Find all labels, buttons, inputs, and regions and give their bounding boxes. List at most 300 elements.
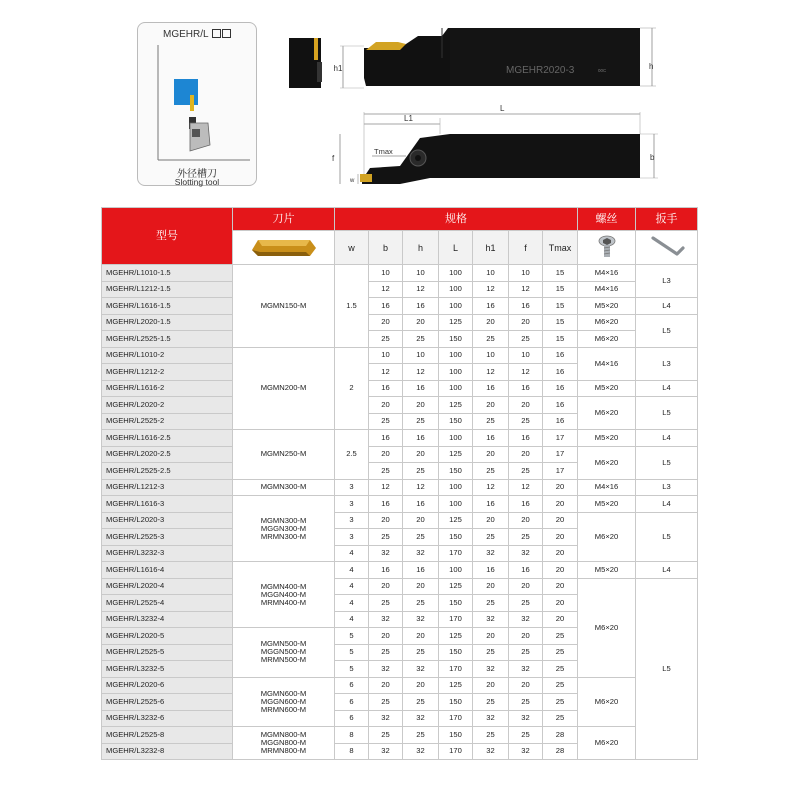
table-row xyxy=(102,562,698,579)
table-row xyxy=(102,281,698,298)
table-row xyxy=(102,496,698,513)
tmax-cell: 20 xyxy=(543,578,578,595)
model-cell: MGEHR/L1616-4 xyxy=(102,562,233,579)
L-cell: 150 xyxy=(439,413,473,430)
dim-Tmax: Tmax xyxy=(374,147,393,156)
tmax-cell: 15 xyxy=(543,265,578,282)
blade-cell: MGMN300-M MGGN300-M MRMN300-M xyxy=(233,496,335,562)
screw-cell: M4×16 xyxy=(578,479,636,496)
h-cell: 20 xyxy=(403,314,439,331)
blade-cell: MGMN500-M MGGN500-M MRMN500-M xyxy=(233,628,335,678)
w-cell: 3 xyxy=(335,512,369,529)
h1-cell: 25 xyxy=(473,727,509,744)
b-cell: 10 xyxy=(369,265,403,282)
b-cell: 25 xyxy=(369,413,403,430)
model-cell: MGEHR/L3232-4 xyxy=(102,611,233,628)
f-cell: 25 xyxy=(509,644,543,661)
top-view xyxy=(332,104,658,184)
h1-cell: 16 xyxy=(473,298,509,315)
b-cell: 16 xyxy=(369,496,403,513)
table-row xyxy=(102,331,698,348)
f-cell: 32 xyxy=(509,661,543,678)
col-w: w xyxy=(335,231,369,265)
model-cell: MGEHR/L1616-1.5 xyxy=(102,298,233,315)
model-cell: MGEHR/L2525-4 xyxy=(102,595,233,612)
model-cell: MGEHR/L2525-5 xyxy=(102,644,233,661)
h-cell: 12 xyxy=(403,479,439,496)
blade-insert-icon xyxy=(233,231,335,265)
screw-cell: M6×20 xyxy=(578,578,636,677)
L-cell: 125 xyxy=(439,446,473,463)
b-cell: 25 xyxy=(369,694,403,711)
L-cell: 150 xyxy=(439,331,473,348)
L-cell: 150 xyxy=(439,529,473,546)
L-cell: 100 xyxy=(439,347,473,364)
w-cell: 3 xyxy=(335,479,369,496)
tmax-cell: 15 xyxy=(543,331,578,348)
header-model: 型号 xyxy=(102,208,233,265)
wrench-cell: L5 xyxy=(636,314,698,347)
table-row xyxy=(102,397,698,414)
h1-cell: 12 xyxy=(473,364,509,381)
h-cell: 16 xyxy=(403,380,439,397)
L-cell: 100 xyxy=(439,479,473,496)
h1-cell: 20 xyxy=(473,677,509,694)
h1-cell: 20 xyxy=(473,314,509,331)
wrench-cell: L3 xyxy=(636,265,698,298)
card-title: MGEHR/L xyxy=(138,29,256,40)
f-cell: 20 xyxy=(509,512,543,529)
tmax-cell: 28 xyxy=(543,727,578,744)
h1-cell: 16 xyxy=(473,430,509,447)
tmax-cell: 25 xyxy=(543,661,578,678)
tmax-cell: 17 xyxy=(543,463,578,480)
col-h1: h1 xyxy=(473,231,509,265)
screw-cell: M6×20 xyxy=(578,727,636,760)
blade-cell: MGMN400-M MGGN400-M MRMN400-M xyxy=(233,562,335,628)
h-cell: 10 xyxy=(403,347,439,364)
h-cell: 25 xyxy=(403,413,439,430)
L-cell: 100 xyxy=(439,380,473,397)
h1-cell: 20 xyxy=(473,512,509,529)
tmax-cell: 20 xyxy=(543,545,578,562)
screw-cell: M5×20 xyxy=(578,380,636,397)
f-cell: 16 xyxy=(509,430,543,447)
h1-cell: 16 xyxy=(473,380,509,397)
table-row xyxy=(102,727,698,744)
f-cell: 32 xyxy=(509,545,543,562)
wrench-cell: L5 xyxy=(636,578,698,760)
L-cell: 125 xyxy=(439,512,473,529)
h-cell: 25 xyxy=(403,595,439,612)
tmax-cell: 17 xyxy=(543,446,578,463)
h1-cell: 32 xyxy=(473,710,509,727)
h1-cell: 32 xyxy=(473,743,509,760)
svg-text:00C: 00C xyxy=(598,68,607,73)
f-cell: 12 xyxy=(509,281,543,298)
f-cell: 16 xyxy=(509,380,543,397)
model-cell: MGEHR/L1010-1.5 xyxy=(102,265,233,282)
b-cell: 20 xyxy=(369,677,403,694)
tmax-cell: 25 xyxy=(543,644,578,661)
wrench-cell: L4 xyxy=(636,430,698,447)
h-cell: 32 xyxy=(403,611,439,628)
L-cell: 100 xyxy=(439,562,473,579)
f-cell: 10 xyxy=(509,265,543,282)
model-cell: MGEHR/L2020-6 xyxy=(102,677,233,694)
tmax-cell: 16 xyxy=(543,347,578,364)
w-cell: 4 xyxy=(335,562,369,579)
screw-cell: M6×20 xyxy=(578,331,636,348)
card-caption-cn: 外径槽刀 xyxy=(177,169,217,180)
slotting-tool-icon xyxy=(138,45,256,163)
h-cell: 32 xyxy=(403,545,439,562)
w-cell: 5 xyxy=(335,628,369,645)
h1-cell: 20 xyxy=(473,446,509,463)
b-cell: 25 xyxy=(369,595,403,612)
tmax-cell: 20 xyxy=(543,595,578,612)
table-row xyxy=(102,677,698,694)
h1-cell: 12 xyxy=(473,281,509,298)
f-cell: 25 xyxy=(509,331,543,348)
f-cell: 12 xyxy=(509,479,543,496)
h-cell: 25 xyxy=(403,694,439,711)
screw-cell: M6×20 xyxy=(578,314,636,331)
w-cell: 4 xyxy=(335,578,369,595)
f-cell: 16 xyxy=(509,496,543,513)
dim-w: w xyxy=(350,178,355,184)
f-cell: 20 xyxy=(509,397,543,414)
model-cell: MGEHR/L2525-8 xyxy=(102,727,233,744)
h1-cell: 25 xyxy=(473,331,509,348)
tmax-cell: 16 xyxy=(543,413,578,430)
h-cell: 16 xyxy=(403,298,439,315)
f-cell: 25 xyxy=(509,694,543,711)
b-cell: 20 xyxy=(369,628,403,645)
tmax-cell: 15 xyxy=(543,314,578,331)
h1-cell: 25 xyxy=(473,595,509,612)
L-cell: 100 xyxy=(439,298,473,315)
h1-cell: 25 xyxy=(473,694,509,711)
screw-cell: M6×20 xyxy=(578,512,636,562)
b-cell: 25 xyxy=(369,331,403,348)
w-cell: 2 xyxy=(335,347,369,430)
dim-L: L xyxy=(500,104,505,113)
w-cell: 6 xyxy=(335,710,369,727)
h-cell: 25 xyxy=(403,331,439,348)
col-Tmax: Tmax xyxy=(543,231,578,265)
L-cell: 100 xyxy=(439,281,473,298)
tmax-cell: 25 xyxy=(543,710,578,727)
b-cell: 12 xyxy=(369,479,403,496)
b-cell: 20 xyxy=(369,314,403,331)
w-cell: 5 xyxy=(335,644,369,661)
f-cell: 20 xyxy=(509,446,543,463)
b-cell: 12 xyxy=(369,364,403,381)
f-cell: 10 xyxy=(509,347,543,364)
screw-cell: M5×20 xyxy=(578,298,636,315)
tmax-cell: 20 xyxy=(543,611,578,628)
model-cell: MGEHR/L2020-1.5 xyxy=(102,314,233,331)
wrench-cell: L5 xyxy=(636,512,698,562)
wrench-cell: L5 xyxy=(636,446,698,479)
f-cell: 16 xyxy=(509,298,543,315)
tmax-cell: 15 xyxy=(543,281,578,298)
f-cell: 20 xyxy=(509,628,543,645)
model-cell: MGEHR/L1212-1.5 xyxy=(102,281,233,298)
tmax-cell: 20 xyxy=(543,512,578,529)
tmax-cell: 16 xyxy=(543,364,578,381)
table-row xyxy=(102,446,698,463)
L-cell: 125 xyxy=(439,628,473,645)
tmax-cell: 17 xyxy=(543,430,578,447)
screw-cell: M5×20 xyxy=(578,562,636,579)
tmax-cell: 20 xyxy=(543,529,578,546)
L-cell: 170 xyxy=(439,545,473,562)
tool-holder-drawings xyxy=(280,18,680,198)
h-cell: 20 xyxy=(403,578,439,595)
wrench-cell: L3 xyxy=(636,347,698,380)
b-cell: 20 xyxy=(369,578,403,595)
model-cell: MGEHR/L3232-8 xyxy=(102,743,233,760)
model-cell: MGEHR/L2020-4 xyxy=(102,578,233,595)
w-cell: 2.5 xyxy=(335,430,369,480)
col-b: b xyxy=(369,231,403,265)
table-row xyxy=(102,265,698,282)
h-cell: 32 xyxy=(403,661,439,678)
h1-cell: 25 xyxy=(473,644,509,661)
card-caption-en: Slotting tool xyxy=(174,177,220,187)
h-cell: 16 xyxy=(403,430,439,447)
h1-cell: 32 xyxy=(473,611,509,628)
header-wrench: 扳手 xyxy=(636,208,698,231)
h1-cell: 20 xyxy=(473,397,509,414)
screw-cell: M5×20 xyxy=(578,430,636,447)
b-cell: 12 xyxy=(369,281,403,298)
h-cell: 20 xyxy=(403,512,439,529)
f-cell: 25 xyxy=(509,529,543,546)
w-cell: 8 xyxy=(335,743,369,760)
col-L: L xyxy=(439,231,473,265)
w-cell: 8 xyxy=(335,727,369,744)
w-cell: 3 xyxy=(335,529,369,546)
model-cell: MGEHR/L1010-2 xyxy=(102,347,233,364)
f-cell: 32 xyxy=(509,710,543,727)
model-cell: MGEHR/L2525-2.5 xyxy=(102,463,233,480)
blade-cell: MGMN600-M MGGN600-M MRMN600-M xyxy=(233,677,335,727)
h-cell: 12 xyxy=(403,281,439,298)
f-cell: 20 xyxy=(509,677,543,694)
h-cell: 16 xyxy=(403,496,439,513)
tmax-cell: 25 xyxy=(543,677,578,694)
w-cell: 4 xyxy=(335,595,369,612)
h-cell: 25 xyxy=(403,644,439,661)
model-cell: MGEHR/L2020-3 xyxy=(102,512,233,529)
L-cell: 150 xyxy=(439,644,473,661)
L-cell: 170 xyxy=(439,710,473,727)
L-cell: 125 xyxy=(439,578,473,595)
L-cell: 150 xyxy=(439,463,473,480)
table-row xyxy=(102,512,698,529)
h1-cell: 10 xyxy=(473,265,509,282)
screw-cell: M6×20 xyxy=(578,397,636,430)
tmax-cell: 20 xyxy=(543,496,578,513)
tmax-cell: 15 xyxy=(543,298,578,315)
tmax-cell: 25 xyxy=(543,628,578,645)
b-cell: 25 xyxy=(369,644,403,661)
b-cell: 20 xyxy=(369,446,403,463)
wrench-cell: L4 xyxy=(636,562,698,579)
f-cell: 25 xyxy=(509,595,543,612)
tool-icon-card xyxy=(137,22,257,186)
screw-cell: M5×20 xyxy=(578,496,636,513)
b-cell: 25 xyxy=(369,529,403,546)
table-row xyxy=(102,298,698,315)
table-row xyxy=(102,430,698,447)
w-cell: 1.5 xyxy=(335,265,369,348)
wrench-cell: L4 xyxy=(636,496,698,513)
screw-cell: M6×20 xyxy=(578,446,636,479)
h-cell: 16 xyxy=(403,562,439,579)
wrench-cell: L5 xyxy=(636,397,698,430)
tmax-cell: 16 xyxy=(543,380,578,397)
h1-cell: 25 xyxy=(473,463,509,480)
b-cell: 20 xyxy=(369,512,403,529)
model-cell: MGEHR/L2020-5 xyxy=(102,628,233,645)
tmax-cell: 16 xyxy=(543,397,578,414)
dim-h: h xyxy=(649,62,654,71)
wrench-icon xyxy=(636,231,698,265)
blade-cell: MGMN800-M MGGN800-M MRMN800-M xyxy=(233,727,335,760)
L-cell: 150 xyxy=(439,694,473,711)
h-cell: 32 xyxy=(403,710,439,727)
blade-cell: MGMN250-M xyxy=(233,430,335,480)
f-cell: 20 xyxy=(509,578,543,595)
tmax-cell: 25 xyxy=(543,694,578,711)
screw-cell: M4×16 xyxy=(578,347,636,380)
wrench-cell: L4 xyxy=(636,298,698,315)
dim-L1: L1 xyxy=(404,114,413,123)
model-cell: MGEHR/L1616-2 xyxy=(102,380,233,397)
b-cell: 32 xyxy=(369,743,403,760)
table-row xyxy=(102,314,698,331)
screw-cell: M4×16 xyxy=(578,265,636,282)
h-cell: 25 xyxy=(403,463,439,480)
w-cell: 6 xyxy=(335,694,369,711)
model-cell: MGEHR/L2525-6 xyxy=(102,694,233,711)
h1-cell: 25 xyxy=(473,529,509,546)
table-row xyxy=(102,380,698,397)
model-cell: MGEHR/L2525-1.5 xyxy=(102,331,233,348)
h1-cell: 32 xyxy=(473,545,509,562)
b-cell: 16 xyxy=(369,430,403,447)
L-cell: 170 xyxy=(439,743,473,760)
L-cell: 125 xyxy=(439,397,473,414)
blade-cell: MGMN300-M xyxy=(233,479,335,496)
h-cell: 20 xyxy=(403,397,439,414)
b-cell: 16 xyxy=(369,562,403,579)
dim-f: f xyxy=(332,154,335,163)
screw-icon xyxy=(578,231,636,265)
h1-cell: 12 xyxy=(473,479,509,496)
h-cell: 32 xyxy=(403,743,439,760)
h1-cell: 32 xyxy=(473,661,509,678)
f-cell: 25 xyxy=(509,727,543,744)
f-cell: 32 xyxy=(509,611,543,628)
h1-cell: 20 xyxy=(473,578,509,595)
model-cell: MGEHR/L3232-5 xyxy=(102,661,233,678)
L-cell: 170 xyxy=(439,611,473,628)
tmax-cell: 20 xyxy=(543,562,578,579)
model-cell: MGEHR/L2525-3 xyxy=(102,529,233,546)
dim-h1: h1 xyxy=(333,64,343,73)
b-cell: 32 xyxy=(369,661,403,678)
model-cell: MGEHR/L1212-3 xyxy=(102,479,233,496)
model-cell: MGEHR/L1616-3 xyxy=(102,496,233,513)
b-cell: 16 xyxy=(369,298,403,315)
table-row xyxy=(102,347,698,364)
wrench-cell: L3 xyxy=(636,479,698,496)
model-cell: MGEHR/L1212-2 xyxy=(102,364,233,381)
b-cell: 20 xyxy=(369,397,403,414)
side-view xyxy=(334,28,656,88)
model-cell: MGEHR/L2020-2 xyxy=(102,397,233,414)
spec-table-body xyxy=(102,265,698,760)
h-cell: 25 xyxy=(403,727,439,744)
b-cell: 32 xyxy=(369,545,403,562)
h1-cell: 20 xyxy=(473,628,509,645)
h-cell: 20 xyxy=(403,446,439,463)
h1-cell: 10 xyxy=(473,347,509,364)
blade-cell: MGMN200-M xyxy=(233,347,335,430)
holder-engraving: MGEHR2020-3 xyxy=(506,65,575,76)
w-cell: 3 xyxy=(335,496,369,513)
header-screw: 螺丝 xyxy=(578,208,636,231)
h1-cell: 16 xyxy=(473,496,509,513)
header-spec: 规格 xyxy=(335,208,578,231)
screw-cell: M6×20 xyxy=(578,677,636,727)
w-cell: 4 xyxy=(335,611,369,628)
L-cell: 150 xyxy=(439,595,473,612)
h-cell: 20 xyxy=(403,677,439,694)
f-cell: 32 xyxy=(509,743,543,760)
h1-cell: 16 xyxy=(473,562,509,579)
b-cell: 32 xyxy=(369,710,403,727)
h-cell: 12 xyxy=(403,364,439,381)
b-cell: 25 xyxy=(369,727,403,744)
f-cell: 25 xyxy=(509,413,543,430)
w-cell: 5 xyxy=(335,661,369,678)
screw-cell: M4×16 xyxy=(578,281,636,298)
dim-b: b xyxy=(650,153,655,162)
col-f: f xyxy=(509,231,543,265)
L-cell: 125 xyxy=(439,677,473,694)
L-cell: 100 xyxy=(439,364,473,381)
f-cell: 25 xyxy=(509,463,543,480)
col-h: h xyxy=(403,231,439,265)
h1-cell: 25 xyxy=(473,413,509,430)
tmax-cell: 20 xyxy=(543,479,578,496)
L-cell: 150 xyxy=(439,727,473,744)
f-cell: 16 xyxy=(509,562,543,579)
f-cell: 12 xyxy=(509,364,543,381)
model-cell: MGEHR/L3232-6 xyxy=(102,710,233,727)
h-cell: 10 xyxy=(403,265,439,282)
table-row xyxy=(102,479,698,496)
b-cell: 32 xyxy=(369,611,403,628)
model-cell: MGEHR/L2020-2.5 xyxy=(102,446,233,463)
b-cell: 16 xyxy=(369,380,403,397)
